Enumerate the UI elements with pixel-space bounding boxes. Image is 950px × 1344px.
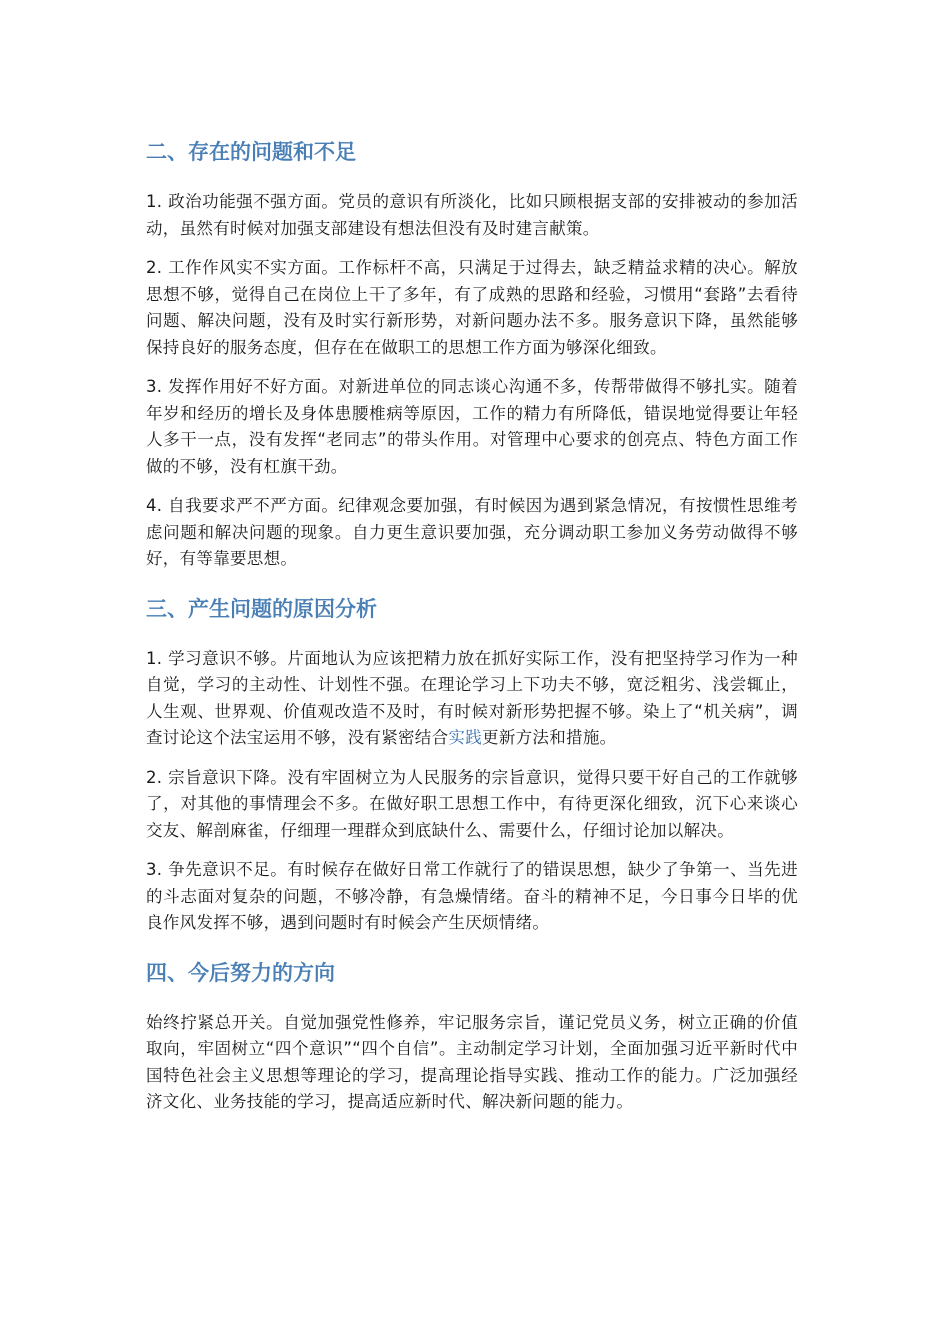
- paragraph-cause-1-text: 1. 学习意识不够。片面地认为应该把精力放在抓好实际工作，没有把坚持学习作为一种自觉，学习的主动性、计划性不强。在理论学习上下功夫不够，宽泛粗劣、浅尝辄止，人生观、世界观、价值观改造不及时，有时候对新形势把握不够。染上了“机关病”，调查讨论这个法宝运用不够，没有紧密结合: [146, 648, 798, 747]
- document-page: [146, 132, 798, 1116]
- paragraph-problem-3: 3. 发挥作用好不好方面。对新进单位的同志谈心沟通不多，传帮带做得不够扎实。随着年岁和经历的增长及身体患腰椎病等原因，工作的精力有所降低，错误地觉得要让年轻人多干一点，没有发挥“老同志”的带头作用。对管理中心要求的创亮点、特色方面工作做的不够，没有杠旗干劲。: [146, 377, 798, 476]
- section-heading-causes: 三、产生问题的原因分析: [146, 596, 377, 621]
- paragraph-problem-4: 4. 自我要求严不严方面。纪律观念要加强，有时候因为遇到紧急情况，有按惯性思维考虑问题和解决问题的现象。自力更生意识要加强，充分调动职工参加义务劳动做得不够好，有等靠要思想。: [146, 496, 798, 568]
- paragraph-cause-3: 3. 争先意识不足。有时候存在做好日常工作就行了的错误思想，缺少了争第一、当先进的斗志面对复杂的问题，不够冷静，有急燥情绪。奋斗的精神不足，今日事今日毕的优良作风发挥不够，遇到问题时有时候会产生厌烦情绪。: [146, 860, 798, 932]
- practice-link[interactable]: 实践: [448, 728, 483, 747]
- paragraph-cause-1-tail: 更新方法和措施。: [482, 728, 617, 747]
- paragraph-problem-1: 1. 政治功能强不强方面。党员的意识有所淡化，比如只顾根据支部的安排被动的参加活动，虽然有时候对加强支部建设有想法但没有及时建言献策。: [146, 192, 798, 238]
- section-heading-direction: 四、今后努力的方向: [146, 960, 335, 985]
- paragraph-direction-1: 始终拧紧总开关。自觉加强党性修养，牢记服务宗旨，谨记党员义务，树立正确的价值取向，牢固树立“四个意识”“四个自信”。主动制定学习计划，全面加强习近平新时代中国特色社会主义思想等理论的学习，提高理论指导实践、推动工作的能力。广泛加强经济文化、业务技能的学习，提高适应新时代、解决新问题的能力。: [146, 1012, 798, 1111]
- paragraph-cause-2: 2. 宗旨意识下降。没有牢固树立为人民服务的宗旨意识，觉得只要干好自己的工作就够了，对其他的事情理会不多。在做好职工思想工作中，有待更深化细致，沉下心来谈心交友、解剖麻雀，仔细理一理群众到底缺什么、需要什么，仔细讨论加以解决。: [146, 767, 798, 840]
- paragraph-problem-2: 2. 工作作风实不实方面。工作标杆不高，只满足于过得去，缺乏精益求精的决心。解放思想不够，觉得自己在岗位上干了多年，有了成熟的思路和经验，习惯用“套路”去看待问题、解决问题，没有及时实行新形势，对新问题办法不多。服务意识下降，虽然能够保持良好的服务态度，但存在在做职工的思想工作方面为够深化细致。: [146, 258, 798, 357]
- paragraph-cause-1: [146, 646, 798, 752]
- section-heading-problems: 二、存在的问题和不足: [146, 140, 356, 164]
